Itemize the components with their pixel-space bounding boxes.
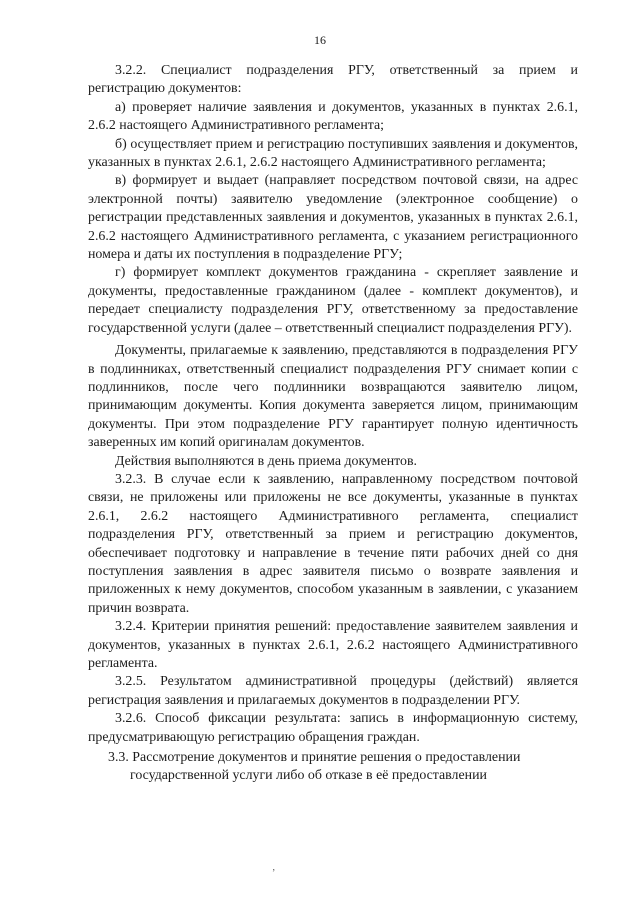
paragraph-item-b: б) осуществляет прием и регистрацию поступивших заявления и документов, указанных в пунктах 2.6.1, 2.6.2 настоящего Административного регламента; <box>88 136 578 171</box>
paragraph-3-2-2: 3.2.2. Специалист подразделения РГУ, ответственный за прием и регистрацию документов: <box>88 63 578 97</box>
section-heading-line-2: государственной услуги либо об отказе в её предоставлении <box>130 768 487 784</box>
page-number: 16 <box>314 33 326 47</box>
paragraph-item-g: г) формирует комплект документов гражданина - скрепляет заявление и документы, предоставленные гражданином (далее - комплект документов), и передает специалисту подразделения РГУ, ответственному за предоставление государственной услуги (далее – ответственный специалист подразделения РГУ). <box>88 265 578 336</box>
section-heading-line-1: 3.3. Рассмотрение документов и принятие решения о предоставлении <box>108 750 521 765</box>
paragraph-actions-day: Действия выполняются в день приема документов. <box>115 453 418 469</box>
paragraph-item-v: в) формирует и выдает (направляет посредством почтовой связи, на адрес электронной почты) заявителю уведомление (электронное сообщение) о регистрации представленных заявления и документов, указанных в пунктах 2.6.1, 2.6.2 настоящего Административного регламента, с указанием регистрационного номера и даты их поступления в подразделение РГУ; <box>88 173 578 263</box>
scan-mark: ’ <box>272 868 276 879</box>
paragraph-3-2-4: 3.2.4. Критерии принятия решений: предоставление заявителем заявления и документов, указанных в пунктах 2.6.1, 2.6.2 настоящего Административного регламента. <box>88 619 578 671</box>
paragraph-documents: Документы, прилагаемые к заявлению, представляются в подразделения РГУ в подлинниках, ответственный специалист подразделения РГУ снимает копии с подлинников, после чего подлинники возвращаются заявителю лицом, принимающим документы. Копия документа заверяется лицом, принимающим документы. При этом подразделение РГУ гарантирует полную идентичность заверенных им копий оригиналам документов. <box>88 343 578 451</box>
section-heading-3-3 <box>88 749 578 786</box>
body-text <box>88 62 578 747</box>
paragraph-3-2-5: 3.2.5. Результатом административной процедуры (действий) является регистрация заявления и прилагаемых документов в подразделении РГУ. <box>88 674 578 708</box>
paragraph-3-2-3: 3.2.3. В случае если к заявлению, направленному посредством почтовой связи, не приложены или приложены не все документы, указанные в пунктах 2.6.1, 2.6.2 настоящего Административного регламента, специалист подразделения РГУ, ответственный за прием и регистрацию документов, обеспечивает подготовку и направление в течение пяти рабочих дней со дня поступления заявления в адрес заявителя письмо о возврате заявления и приложенных к нему документов, способом указанным в заявлении, с указанием причин возврата. <box>88 471 578 616</box>
paragraph-3-2-6: 3.2.6. Способ фиксации результата: запись в информационную систему, предусматривающую регистрацию обращения граждан. <box>88 711 578 745</box>
paragraph-item-a: а) проверяет наличие заявления и документов, указанных в пунктах 2.6.1, 2.6.2 настоящего Административного регламента; <box>88 99 578 134</box>
